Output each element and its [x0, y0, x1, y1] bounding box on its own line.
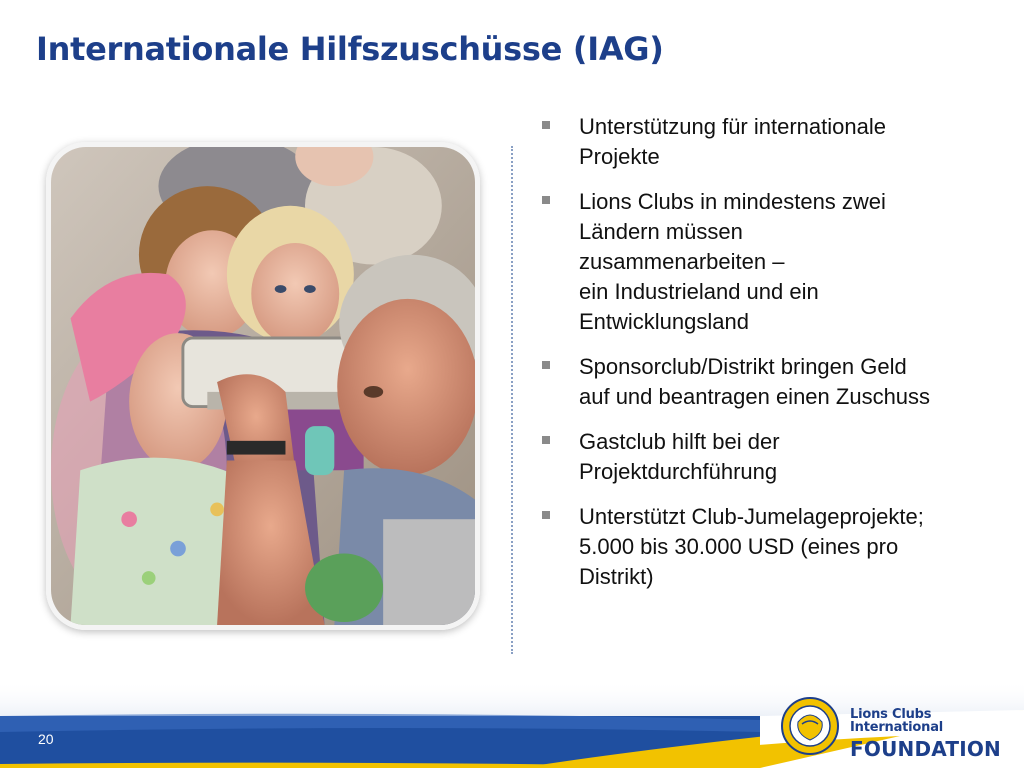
square-bullet-icon: [542, 361, 550, 369]
logo-line-2: FOUNDATION: [850, 737, 1001, 761]
bullet-item: [540, 352, 1000, 412]
bullet-item: [540, 112, 1000, 172]
square-bullet-icon: [542, 121, 550, 129]
slide-title: Internationale Hilfszuschüsse (IAG): [36, 30, 664, 68]
bullet-text: Lions Clubs in mindestens zwei Ländern müssen zusammenarbeiten – ein Industrieland und ein Entwicklungsland: [579, 189, 886, 334]
bullet-text: Unterstützung für internationale Projekte: [579, 114, 886, 169]
foundation-logo-text: [850, 708, 1024, 759]
square-bullet-icon: [542, 436, 550, 444]
bullet-text: Sponsorclub/Distrikt bringen Geld auf und beantragen einen Zuschuss: [579, 354, 931, 409]
bullet-list: [540, 112, 1000, 607]
photo-image: [51, 147, 475, 625]
bullet-item: [540, 187, 1000, 337]
vertical-divider: [511, 146, 513, 654]
bullet-item: [540, 427, 1000, 487]
page-number: 20: [38, 731, 54, 747]
bullet-text: Gastclub hilft bei der Projektdurchführung: [579, 429, 780, 484]
bullet-text: Unterstützt Club-Jumelageprojekte; 5.000 bis 30.000 USD (eines pro Distrikt): [579, 504, 924, 589]
lions-logo-icon: [780, 696, 840, 756]
square-bullet-icon: [542, 511, 550, 519]
vision-screening-photo: [46, 142, 480, 630]
bullet-item: [540, 502, 1000, 592]
square-bullet-icon: [542, 196, 550, 204]
logo-line-1: Lions Clubs International: [850, 707, 944, 735]
